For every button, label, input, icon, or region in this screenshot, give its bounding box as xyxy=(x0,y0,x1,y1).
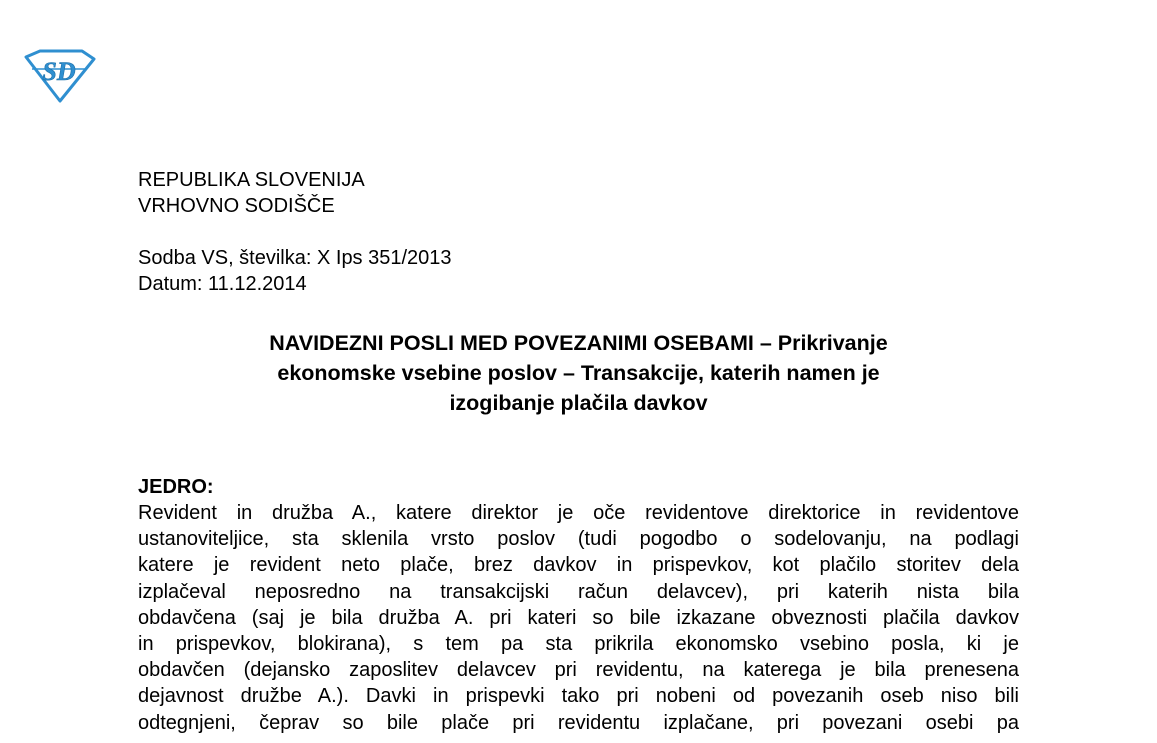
logo-letters: SD xyxy=(42,57,76,86)
body-line: izplačeval neposredno na transakcijski račun delavcev), pri katerih nista bila xyxy=(138,580,1019,603)
body-line: in prispevkov, blokirana), s tem pa sta prikrila ekonomsko vsebino posla, ki je xyxy=(138,632,1019,655)
section-body xyxy=(138,500,1019,736)
body-line: obdavčena (saj je bila družba A. pri kateri so bile izkazane obveznosti plačila davkov xyxy=(138,606,1019,629)
body-line: ustanoviteljice, sta sklenila vrsto poslov (tudi pogodbo o sodelovanju, na podlagi xyxy=(138,528,1019,551)
body-line: dejavnost družbe A.). Davki in prispevki tako pri nobeni od povezanih oseb niso bili xyxy=(138,685,1019,708)
body-line: obdavčen (dejansko zaposlitev delavcev pri revidentu, na katerega je bila prenesena xyxy=(138,659,1019,682)
court-logo xyxy=(22,49,96,103)
title-line-1: NAVIDEZNI POSLI MED POVEZANIMI OSEBAMI – Prikrivanje xyxy=(269,331,888,355)
body-line: katere je revident neto plače, brez davkov in prispevkov, kot plačilo storitev dela xyxy=(138,554,1019,577)
sd-diamond-logo-icon xyxy=(22,49,96,103)
body-line: Revident in družba A., katere direktor je oče revidentove direktorice in revidentove xyxy=(138,502,1019,524)
case-date: Datum: 11.12.2014 xyxy=(138,273,307,295)
header-country: REPUBLIKA SLOVENIJA xyxy=(138,169,365,191)
case-number: Sodba VS, številka: X Ips 351/2013 xyxy=(138,247,452,269)
section-heading: JEDRO: xyxy=(138,476,214,498)
document-title xyxy=(138,328,1019,418)
header-court: VRHOVNO SODIŠČE xyxy=(138,195,335,217)
court-header xyxy=(138,167,1019,219)
title-line-3: izogibanje plačila davkov xyxy=(449,391,708,415)
case-meta xyxy=(138,245,1019,297)
title-line-2: ekonomske vsebine poslov – Transakcije, katerih namen je xyxy=(277,361,880,385)
body-line: odtegnjeni, čeprav so bile plače pri revidentu izplačane, pri povezani osebi pa xyxy=(138,711,1019,734)
